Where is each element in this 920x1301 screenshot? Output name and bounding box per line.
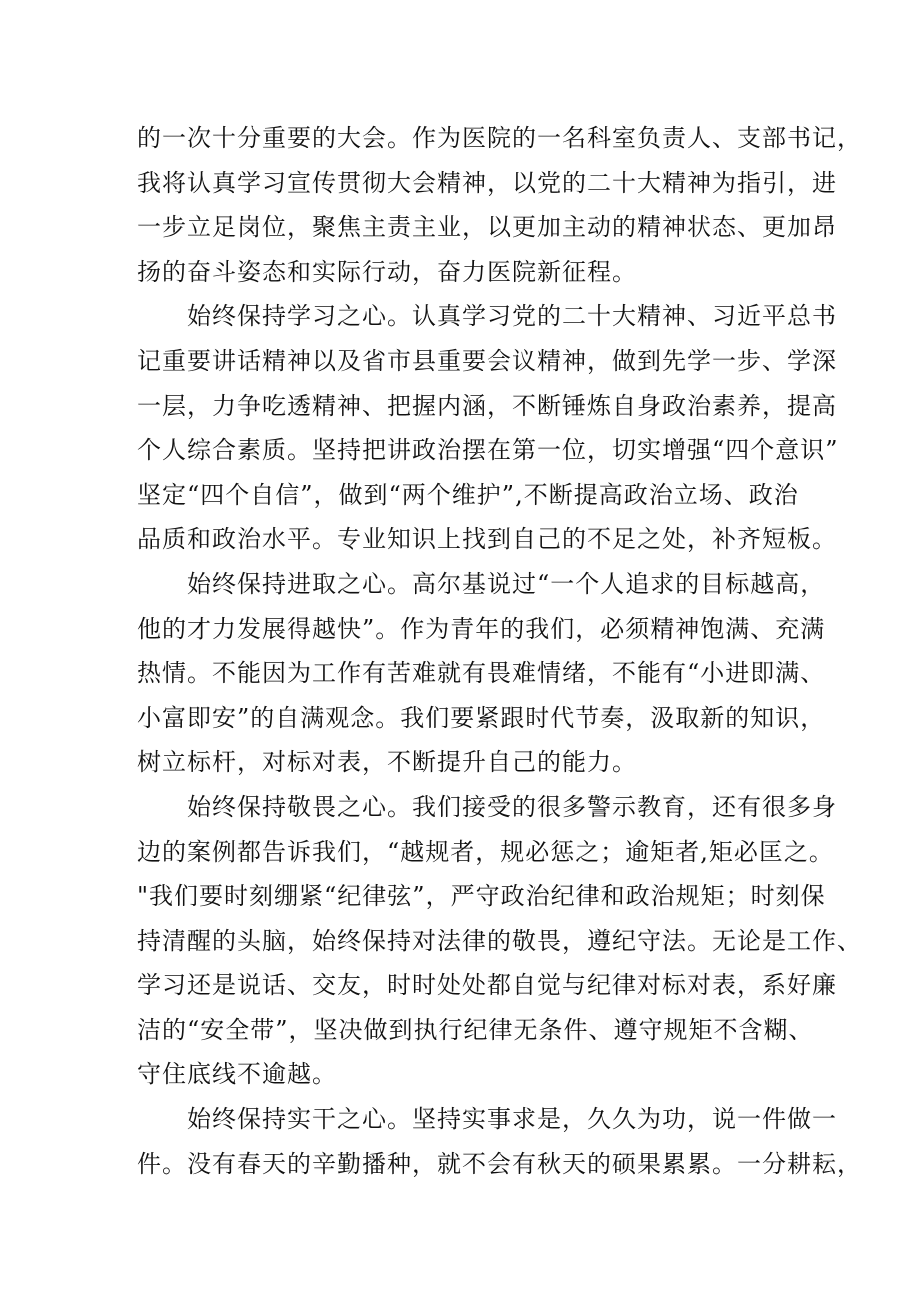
- body-text: [137, 116, 862, 1186]
- text-line: 我将认真学习宣传贯彻大会精神，以党的二十大精神为指引，进: [137, 168, 837, 197]
- text-line: 坚定“四个自信”，做到“两个维护”,不断提高政治立场、政治: [137, 480, 799, 509]
- text-line: 树立标杆，对标对表，不断提升自己的能力。: [137, 748, 637, 777]
- text-line: 品质和政治水平。专业知识上找到自己的不足之处，补齐短板。: [137, 525, 837, 554]
- text-line: 持清醒的头脑，始终保持对法律的敬畏，遵纪守法。无论是工作、: [137, 926, 862, 955]
- text-line: 的一次十分重要的大会。作为医院的一名科室负责人、支部书记，: [137, 124, 862, 152]
- text-line: 学习还是说话、交友，时时处处都自觉与纪律对标对表，系好廉: [137, 971, 837, 1000]
- text-line: 件。没有春天的辛勤播种，就不会有秋天的硕果累累。一分耕耘，: [137, 1149, 862, 1178]
- text-line: 洁的“安全带”，坚决做到执行纪律无条件、遵守规矩不含糊、: [137, 1015, 814, 1044]
- text-line: 一步立足岗位，聚焦主责主业，以更加主动的精神状态、更加昂: [137, 213, 837, 242]
- text-line: 一层，力争吃透精神、把握内涵，不断锤炼自身政治素养，提高: [137, 391, 837, 420]
- text-line: 始终保持进取之心。高尔基说过“一个人追求的目标越高，: [137, 569, 826, 598]
- text-line: 始终保持敬畏之心。我们接受的很多警示教育，还有很多身: [137, 792, 837, 821]
- text-line: 他的才力发展得越快”。作为青年的我们，必须精神饱满、充满: [137, 614, 826, 643]
- text-line: 扬的奋斗姿态和实际行动，奋力医院新征程。: [137, 257, 637, 286]
- text-line: 始终保持学习之心。认真学习党的二十大精神、习近平总书: [137, 302, 837, 331]
- text-line: 守住底线不逾越。: [137, 1060, 337, 1089]
- text-line: 个人综合素质。坚持把讲政治摆在第一位，切实增强“四个意识”: [137, 436, 839, 465]
- text-line: 小富即安”的自满观念。我们要紧跟时代节奏，汲取新的知识，: [137, 703, 826, 732]
- text-line: 始终保持实干之心。坚持实事求是，久久为功，说一件做一: [137, 1105, 837, 1134]
- text-line: 记重要讲话精神以及省市县重要会议精神，做到先学一步、学深: [137, 346, 837, 375]
- text-line: "我们要时刻绷紧“纪律弦”，严守政治纪律和政治规矩；时刻保: [137, 882, 826, 911]
- text-line: 热情。不能因为工作有苦难就有畏难情绪，不能有“小进即满、: [137, 659, 826, 688]
- text-line: 边的案例都告诉我们，“越规者，规必惩之；逾矩者,矩必匡之。: [137, 837, 834, 866]
